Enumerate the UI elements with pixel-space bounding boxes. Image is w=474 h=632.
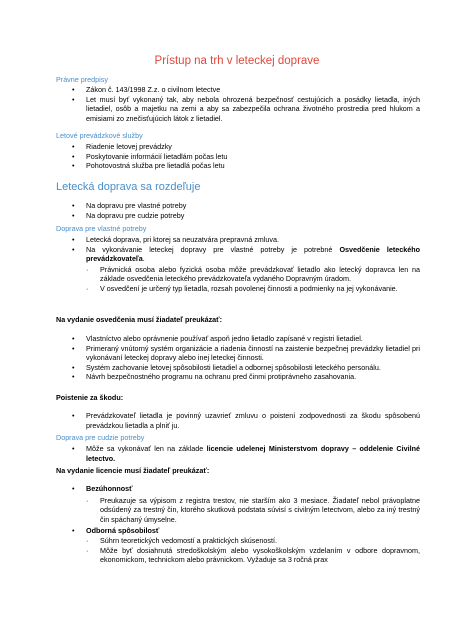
sublist (86, 496, 420, 525)
list-item: • Vlastníctvo alebo oprávnenie používať aspoň jedno lietadlo zapísané v registri lietadiel. (72, 334, 363, 343)
bullet-icon: • (72, 526, 75, 536)
bullet-icon: • (72, 201, 75, 210)
sublist-item: · Preukazuje sa výpisom z registra trestov, nie starším ako 3 mesiace. Žiadateľ nebol právoplatne odsúdený za trestný čin, ktorého skutková podstata súvisí s civilným letectvom, alebo za iný trestný čin spáchaný úmyselne. (86, 495, 420, 524)
section-heading-rozdelenie: Letecká doprava sa rozdeľuje (56, 181, 201, 193)
vydanie-osvedcenia-list (72, 334, 420, 382)
list-item: • Na dopravu pre cudzie potreby (72, 210, 185, 220)
list-item: • Na dopravu pre vlastné potreby (72, 201, 187, 210)
dash-bullet-icon: · (86, 495, 89, 505)
dash-bullet-icon: · (86, 264, 89, 274)
pravne-predpisy-list (72, 85, 420, 123)
list-item: • Návrh bezpečnostného programu na ochranu pred činmi protiprávneho zasahovania. (72, 372, 357, 382)
bullet-icon: • (72, 161, 75, 171)
bullet-icon: • (72, 411, 75, 420)
dash-bullet-icon: · (86, 535, 89, 545)
section-heading-cudzie-potreby: Doprava pre cudzie potreby (56, 433, 145, 442)
section-heading-vydanie-osvedcenia: Na vydanie osvedčenia musí žiadateľ preukázať: (56, 315, 223, 324)
sublist-item: · V osvedčení je určený typ lietadla, rozsah povolenej činnosti a podmienky na jej vykonávanie. (86, 283, 398, 293)
bullet-icon: • (72, 334, 75, 343)
dash-bullet-icon: · (86, 283, 89, 293)
list-item: • Letecká doprava, pri ktorej sa neuzatvára prepravná zmluva. (72, 235, 279, 244)
section-heading-pravne-predpisy: Právne predpisy (56, 75, 108, 84)
list-item: • Na vykonávanie leteckej dopravy pre vlastné potreby je potrebné Osvedčenie leteckého prevádzkovateľa. · Právnická osoba alebo fyzická osoba môže prevádzkovať lietadlo ako letecký dopravca len na základe osvedčenia leteckého prevádzkovateľa vydaného Dopravným úradom. · V osvedčení je určený typ lietadla, rozsah povolenej činnosti a podmienky na jej vykonávanie. (72, 244, 420, 293)
sublist-item: · Súhrn teoretických vedomostí a praktických skúseností. (86, 535, 277, 545)
list-item: • Prevádzkovateľ lietadla je povinný uzavrieť zmluvu o poistení zodpovednosti za škodu spôsobenú prevádzkou lietadla a plniť ju. (72, 411, 420, 430)
bullet-icon: • (72, 372, 75, 382)
list-item: • Systém zachovanie letovej spôsobilosti lietadiel a odbornej spôsobilosti leteckého personálu. (72, 362, 381, 372)
bullet-icon: • (72, 210, 75, 220)
bullet-icon: • (72, 484, 75, 493)
letove-sluzby-list (72, 142, 420, 171)
list-item: • Pohotovostná služba pre lietadlá počas letu (72, 161, 225, 171)
bullet-icon: • (72, 362, 75, 372)
list-item: • Let musí byť vykonaný tak, aby nebola ohrozená bezpečnosť cestujúcich a posádky lietadla, iných lietadiel, osôb a majetku na zemi a aby sa zabezpečila ochrana životného prostredia pred hlukom a emisiami zo znečisťujúcich látok z lietadiel. (72, 94, 420, 123)
list-item: • Riadenie letovej prevádzky (72, 142, 172, 151)
section-heading-vlastne-potreby: Doprava pre vlastné potreby (56, 224, 147, 233)
cudzie-potreby-list (72, 444, 420, 463)
section-heading-vydanie-licencie: Na vydanie licencie musí žiadateľ preukázať: (56, 466, 210, 475)
sublist-item: · Môže byť dosiahnutá stredoškolským alebo vysokoškolským vzdelaním v odbore dopravnom, ekonomickom, technickom alebo právnickom. Vyžaduje sa 3 ročná prax (86, 545, 420, 565)
bullet-icon: • (72, 85, 75, 94)
sublist-item: · Právnická osoba alebo fyzická osoba môže prevádzkovať lietadlo ako letecký dopravca len na základe osvedčenia leteckého prevádzkovateľa vydaného Dopravným úradom. (86, 264, 420, 284)
vydanie-licencie-list (72, 484, 420, 565)
list-item: • Poskytovanie informácií lietadlám počas letu (72, 151, 228, 161)
sublist (86, 536, 420, 565)
bullet-icon: • (72, 142, 75, 151)
bullet-icon: • (72, 151, 75, 161)
sublist (86, 265, 420, 294)
vlastne-potreby-list (72, 235, 420, 294)
list-item: • Môže sa vykonávať len na základe licencie udelenej Ministerstvom dopravy – oddelenie Civilné letectvo. (72, 444, 420, 463)
list-item: • Bezúhonnosť · Preukazuje sa výpisom z registra trestov, nie starším ako 3 mesiace. Žiadateľ nebol právoplatne odsúdený za trestný čin, ktorého skutková podstata súvisí s civilným letectvom, alebo za iný trestný čin spáchaný úmyselne. (72, 484, 420, 524)
section-heading-letove-sluzby: Letové prevádzkové služby (56, 131, 143, 140)
rozdelenie-list (72, 201, 420, 220)
bullet-icon: • (72, 343, 75, 353)
bullet-icon: • (72, 235, 75, 244)
bullet-icon: • (72, 244, 75, 254)
dash-bullet-icon: · (86, 545, 89, 555)
document-title: Prístup na trh v leteckej doprave (154, 55, 320, 67)
section-heading-poistenie: Poistenie za škodu: (56, 393, 124, 402)
bullet-icon: • (72, 444, 75, 453)
bullet-icon: • (72, 94, 75, 104)
list-item: • Odborná spôsobilosť · Súhrn teoretických vedomostí a praktických skúseností. · Môže byť dosiahnutá stredoškolským alebo vysokoškolským vzdelaním v odbore dopravnom, ekonomickom, technickom alebo právnickom. Vyžaduje sa 3 ročná prax (72, 526, 420, 565)
list-item: • Zákon č. 143/1998 Z.z. o civilnom letectve (72, 85, 221, 94)
list-item: • Primeraný vnútorný systém organizácie a riadenia činností na zaistenie bezpečnej prevádzky lietadiel pri vykonávaní leteckej dopravy alebo inej leteckej činnosti. (72, 343, 420, 363)
poistenie-list (72, 411, 420, 430)
